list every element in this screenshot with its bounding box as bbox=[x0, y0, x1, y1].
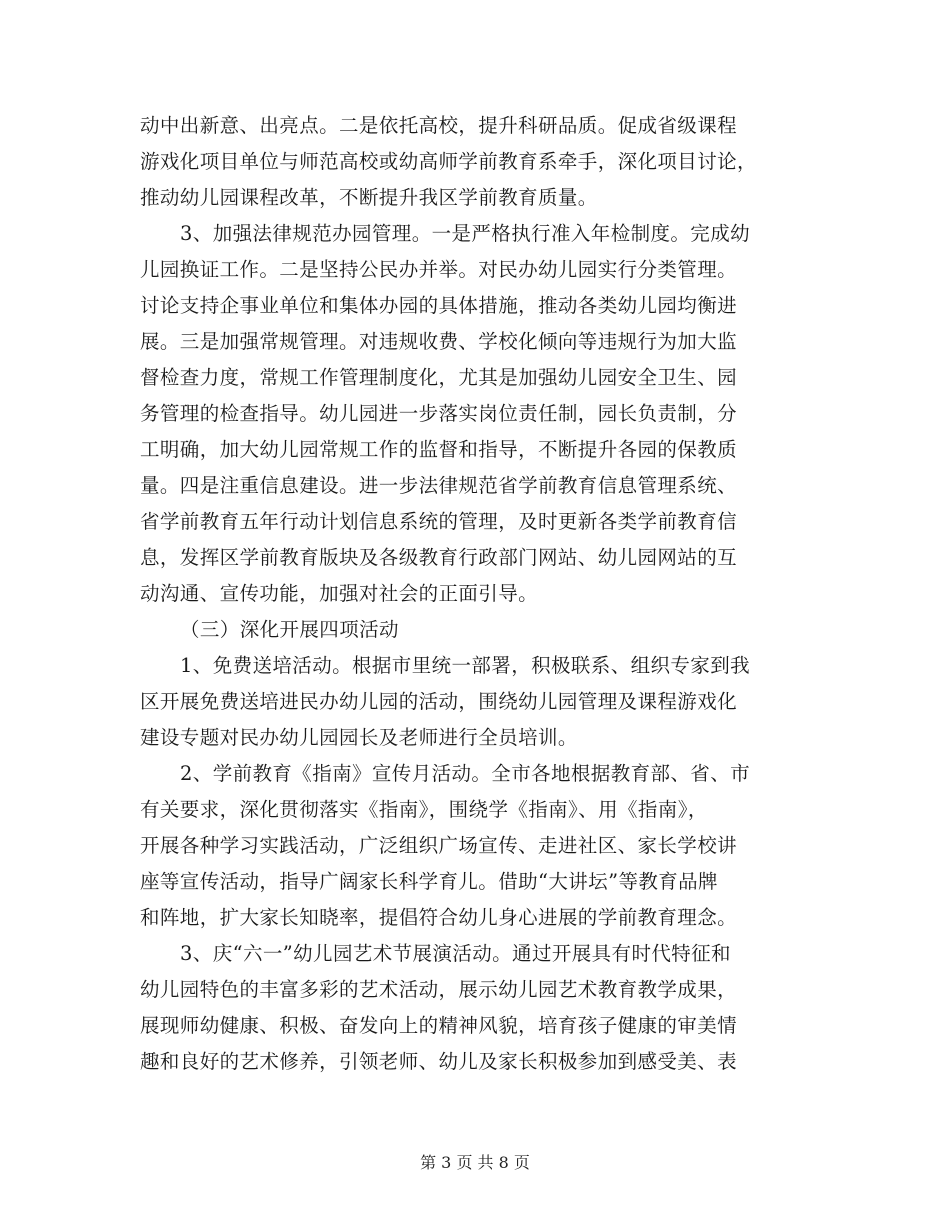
text-line: 1、免费送培活动。根据市里统一部署，积极联系、组织专家到我 bbox=[180, 654, 751, 677]
text-line: 区开展免费送培进民办幼儿园的活动，围绕幼儿园管理及课程游戏化 bbox=[140, 690, 738, 713]
text-line: 量。四是注重信息建设。进一步法律规范省学前教育信息管理系统、 bbox=[140, 474, 738, 497]
text-line: 工明确，加大幼儿园常规工作的监督和指导，不断提升各园的保教质 bbox=[140, 438, 738, 461]
text-line: 开展各种学习实践活动，广泛组织广场宣传、走进社区、家长学校讲 bbox=[140, 834, 738, 857]
page-footer: 第 3 页 共 8 页 bbox=[420, 1153, 530, 1172]
text-line: 和阵地，扩大家长知晓率，提倡符合幼儿身心进展的学前教育理念。 bbox=[140, 906, 738, 929]
text-line: 3、庆“六一”幼儿园艺术节展演活动。通过开展具有时代特征和 bbox=[180, 942, 731, 965]
text-line: 有关要求，深化贯彻落实《指南》，围绕学《指南》、用《指南》， bbox=[140, 798, 708, 821]
text-line: 动中出新意、出亮点。二是依托高校，提升科研品质。促成省级课程 bbox=[140, 114, 738, 137]
text-line: 讨论支持企事业单位和集体办园的具体措施，推动各类幼儿园均衡进 bbox=[140, 294, 738, 317]
text-line: 动沟通、宣传功能，加强对社会的正面引导。 bbox=[140, 582, 539, 605]
text-line: 省学前教育五年行动计划信息系统的管理，及时更新各类学前教育信 bbox=[140, 510, 738, 533]
text-line: 座等宣传活动，指导广阔家长科学育儿。借助“大讲坛”等教育品牌 bbox=[140, 870, 718, 893]
text-line: 幼儿园特色的丰富多彩的艺术活动，展示幼儿园艺术教育教学成果， bbox=[140, 978, 738, 1001]
text-line: 展现师幼健康、积极、奋发向上的精神风貌，培育孩子健康的审美情 bbox=[140, 1014, 738, 1037]
text-line: 息，发挥区学前教育版块及各级教育行政部门网站、幼儿园网站的互 bbox=[140, 546, 738, 569]
text-line: 务管理的检查指导。幼儿园进一步落实岗位责任制，园长负责制，分 bbox=[140, 402, 738, 425]
text-line: 游戏化项目单位与师范高校或幼高师学前教育系牵手，深化项目讨论， bbox=[140, 150, 757, 173]
text-line: 趣和良好的艺术修养，引领老师、幼儿及家长积极参加到感受美、表 bbox=[140, 1050, 738, 1073]
document-body bbox=[140, 108, 800, 1080]
text-line: （三）深化开展四项活动 bbox=[180, 618, 399, 641]
text-line: 推动幼儿园课程改革，不断提升我区学前教育质量。 bbox=[140, 186, 598, 209]
text-line: 3、加强法律规范办园管理。一是严格执行准入年检制度。完成幼 bbox=[180, 222, 751, 245]
text-line: 2、学前教育《指南》宣传月活动。全市各地根据教育部、省、市 bbox=[180, 762, 751, 785]
text-line: 督检查力度，常规工作管理制度化，尤其是加强幼儿园安全卫生、园 bbox=[140, 366, 738, 389]
text-line: 儿园换证工作。二是坚持公民办并举。对民办幼儿园实行分类管理。 bbox=[140, 258, 738, 281]
text-line: 建设专题对民办幼儿园园长及老师进行全员培训。 bbox=[140, 726, 578, 749]
text-line: 展。三是加强常规管理。对违规收费、学校化倾向等违规行为加大监 bbox=[140, 330, 738, 353]
